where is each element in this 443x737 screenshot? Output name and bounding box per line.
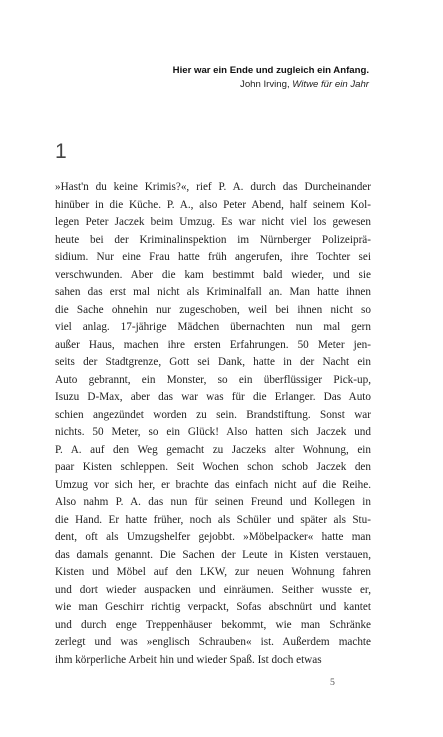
body-line: paar Kisten schleppen. Seit Wochen schon schob Jaczek den — [55, 461, 371, 473]
body-line: Also nahm P. A. das nun für seinen Freund und Kollegen in — [55, 496, 371, 508]
body-line: und dort wieder auspacken und einräumen. Seither wusste er, — [55, 583, 371, 596]
body-line: schien angezündet worden zu sein. Brandstiftung. Sonst war — [55, 408, 371, 421]
body-line: die Sache ohnehin nur zugeschoben, weil bei ihnen nicht so — [55, 303, 371, 316]
epigraph-author: John Irving, — [240, 79, 290, 90]
body-line: »Hast'n du keine Krimis?«, rief P. A. durch das Durcheinander — [55, 181, 371, 193]
body-line: das damals genannt. Die Sachen der Leute in Kisten verstauen, — [55, 548, 371, 561]
body-line: Umzug vor sich her, er brachte das einfach nicht auf die Reihe. — [55, 478, 371, 491]
epigraph-attribution — [173, 78, 369, 91]
epigraph — [173, 64, 369, 91]
body-line: dent, oft als Umzugshelfer gejobbt. »Möbelpacker« hatte man — [55, 531, 371, 543]
body-text — [55, 179, 371, 669]
body-line: und durch enge Treppenhäuser bekommt, wie man Schränke — [55, 618, 371, 631]
body-line: sahen das erst mal nicht als Kriminalfall an. Man hatte ihnen — [55, 286, 371, 298]
body-line: heute bei der Kriminalinspektion im Nürnberger Polizeiprä- — [55, 233, 371, 246]
epigraph-work-title: Witwe für ein Jahr — [292, 79, 369, 90]
body-line: ihm körperliche Arbeit hin und wieder Spaß. Ist doch etwas — [55, 653, 322, 666]
body-line: zerlegt und was »englisch Schrauben« ist. Außerdem machte — [55, 636, 371, 648]
body-line: sidium. Nur eine Frau hatte früh angerufen, ihre Tochter sei — [55, 251, 371, 263]
body-line: Auto gebrannt, ein Monster, so ein überflüssiger Pick-up, — [55, 373, 371, 386]
body-line: Kisten und Möbel auf den LKW, zur neuen Wohnung fahren — [55, 566, 371, 578]
page-number: 5 — [330, 677, 335, 688]
body-line: wie man Geschirr richtig verpackt, Sofas abschnürt und kantet — [55, 601, 371, 613]
body-line: Isuzu D-Max, aber das war was für die Erlanger. Das Auto — [55, 391, 371, 403]
body-line: P. A. auf den Weg gemacht zu Jaczeks alter Wohnung, ein — [55, 443, 371, 456]
body-line: legen Peter Jaczek beim Umzug. Es war nicht viel los gewesen — [55, 216, 371, 228]
body-line: seits der Stadtgrenze, Gott sei Dank, hatte in der Nacht ein — [55, 356, 371, 368]
epigraph-quote: Hier war ein Ende und zugleich ein Anfang. — [172, 65, 369, 76]
body-line: die Hand. Er hatte früher, noch als Schüler und später als Stu- — [55, 513, 371, 526]
body-line: hinüber in die Küche. P. A., also Peter Abend, half seinem Kol- — [55, 198, 371, 211]
chapter-number: 1 — [55, 140, 67, 163]
body-line: nichts. 50 Meter, so ein Glück! Also hatten sich Jaczek und — [55, 426, 371, 438]
body-line: viel anlag. 17-jährige Mädchen übernachten nun mal gern — [55, 321, 371, 333]
body-line: außer Haus, machen ihre ersten Erfahrungen. 50 Meter jen- — [55, 338, 371, 351]
body-line: verschwunden. Aber die kam bestimmt bald wieder, und sie — [55, 268, 371, 281]
